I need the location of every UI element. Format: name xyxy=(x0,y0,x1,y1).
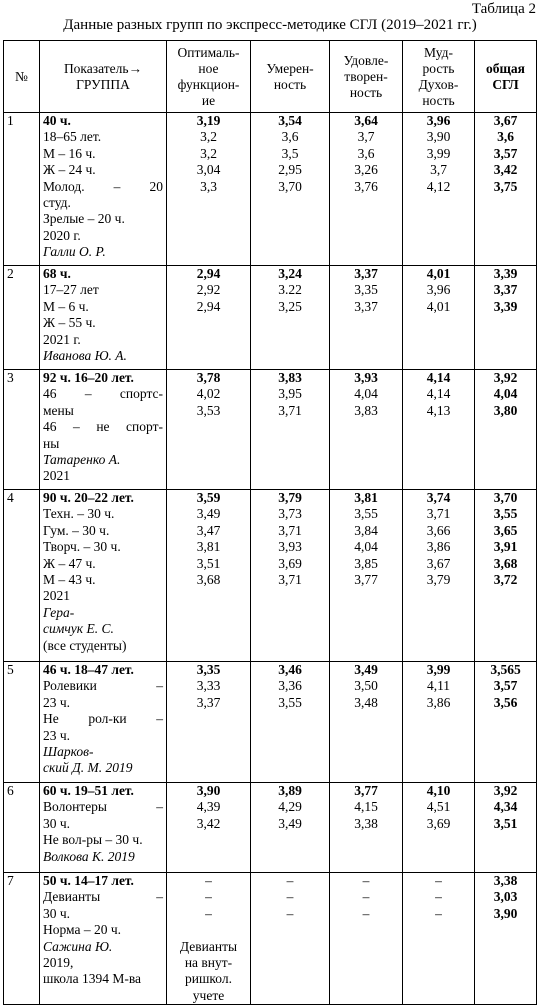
group-line: 2019, xyxy=(43,955,74,971)
value: 3,3 xyxy=(200,178,217,194)
value: 3,53 xyxy=(196,402,221,418)
value: 3,37 xyxy=(354,266,378,281)
group-count: 40 ч. xyxy=(43,113,71,128)
value: 3,69 xyxy=(278,555,302,571)
value: – xyxy=(435,873,442,888)
value: 3,71 xyxy=(278,402,302,418)
value: 3,93 xyxy=(278,539,302,555)
group-count: 68 ч. xyxy=(43,266,71,281)
table-row xyxy=(4,873,537,1005)
header-optimal-line: ие xyxy=(201,92,216,108)
satisfaction-cell xyxy=(330,113,403,266)
value: 3,49 xyxy=(278,815,302,831)
value: 3,92 xyxy=(493,783,518,798)
value: 3,73 xyxy=(278,506,302,522)
optimal-cell xyxy=(167,873,251,1005)
value: 3,70 xyxy=(278,178,302,194)
value: 3,66 xyxy=(426,522,451,538)
group-author: Галли О. Р. xyxy=(43,244,106,260)
value: 3,04 xyxy=(196,162,221,178)
total-cell xyxy=(475,370,537,490)
group-count: 50 ч. 14–17 лет. xyxy=(43,873,134,888)
table-row xyxy=(4,662,537,783)
value: 3,86 xyxy=(426,539,451,555)
value: 3,85 xyxy=(354,555,378,571)
group-line: 46 – не спорт- xyxy=(43,419,163,435)
value: 3,96 xyxy=(426,113,451,128)
value: 3,35 xyxy=(196,662,221,677)
wisdom-cell xyxy=(403,783,475,873)
value: 3,99 xyxy=(426,145,451,161)
value: 3,19 xyxy=(196,113,221,128)
group-line xyxy=(43,266,163,282)
value: 3,6 xyxy=(497,129,514,145)
moderate-cell xyxy=(251,266,330,370)
header-wisdom-line: Духов- xyxy=(418,76,459,92)
group-line: Девианты – xyxy=(43,889,163,905)
deviant-note: ришкол. xyxy=(185,971,232,987)
data-table xyxy=(3,40,537,1005)
value: 4,15 xyxy=(354,799,378,815)
moderate-cell xyxy=(251,113,330,266)
value: 4,51 xyxy=(426,799,451,815)
group-line xyxy=(43,370,163,386)
row-number: 6 xyxy=(4,783,40,873)
value: – xyxy=(286,889,294,905)
value: 3,91 xyxy=(493,539,518,555)
group-line xyxy=(43,873,163,889)
deviant-note: Девианты xyxy=(179,938,238,954)
header-moderate-line: ность xyxy=(273,76,307,92)
value: – xyxy=(286,873,294,888)
value: 3,24 xyxy=(278,266,302,281)
value: 4,13 xyxy=(426,402,451,418)
value: 4,11 xyxy=(426,678,451,694)
value: 3,38 xyxy=(493,873,518,888)
group-line: Зрелые – 20 ч. xyxy=(43,211,125,227)
value: 3,57 xyxy=(493,145,518,161)
value: 3,90 xyxy=(493,905,518,921)
value: 3,90 xyxy=(196,783,221,798)
group-cell xyxy=(40,490,167,662)
value: 3,39 xyxy=(493,266,518,281)
row-number: 1 xyxy=(4,113,40,266)
value: 3,69 xyxy=(426,815,451,831)
value: 3,55 xyxy=(278,694,302,710)
value: 3,68 xyxy=(196,572,221,588)
moderate-cell xyxy=(251,370,330,490)
header-no: № xyxy=(4,41,40,113)
row-number: 2 xyxy=(4,266,40,370)
group-author: Сажина Ю. xyxy=(43,938,113,954)
header-satisfaction-line: Удовле- xyxy=(343,52,389,68)
header-wisdom-line: ность xyxy=(422,92,455,108)
table-row xyxy=(4,783,537,873)
value: 3,71 xyxy=(426,506,451,522)
optimal-cell xyxy=(167,266,251,370)
group-line: 18–65 лет. xyxy=(43,129,102,145)
row-number: 7 xyxy=(4,873,40,1005)
group-line: М – 43 ч. xyxy=(43,572,96,588)
value: 3,38 xyxy=(354,815,378,831)
table-row xyxy=(4,266,537,370)
header-optimal xyxy=(167,41,251,113)
header-row xyxy=(4,41,537,113)
value: – xyxy=(362,905,370,921)
group-line: М – 16 ч. xyxy=(43,145,96,161)
value: 4,14 xyxy=(426,386,451,402)
group-cell xyxy=(40,873,167,1005)
moderate-cell xyxy=(251,783,330,873)
value: 3,92 xyxy=(493,370,518,385)
total-cell xyxy=(475,266,537,370)
value: 3,42 xyxy=(493,162,518,178)
wisdom-cell xyxy=(403,266,475,370)
group-line: Норма – 20 ч. xyxy=(43,922,122,938)
value: 3,47 xyxy=(196,522,221,538)
group-line: студ. xyxy=(43,195,71,211)
group-cell xyxy=(40,662,167,783)
header-satisfaction xyxy=(330,41,403,113)
value: 3,50 xyxy=(354,678,378,694)
wisdom-cell xyxy=(403,873,475,1005)
group-cell xyxy=(40,266,167,370)
header-wisdom xyxy=(403,41,475,113)
group-line: Ж – 24 ч. xyxy=(43,162,96,178)
row-number: 3 xyxy=(4,370,40,490)
wisdom-cell xyxy=(403,113,475,266)
value: 2,94 xyxy=(196,298,221,314)
group-line: 30 ч. xyxy=(43,815,71,831)
row-number: 4 xyxy=(4,490,40,662)
value: 3,67 xyxy=(426,555,451,571)
header-indicator-line: Показатель→ xyxy=(63,60,143,76)
group-line: 2021 xyxy=(43,468,70,484)
group-line: 23 ч. xyxy=(43,694,71,710)
optimal-cell xyxy=(167,370,251,490)
value: 3,76 xyxy=(354,178,378,194)
header-total xyxy=(475,41,537,113)
value: – xyxy=(362,889,370,905)
value: 3,5 xyxy=(281,145,299,161)
group-line: школа 1394 М-ва xyxy=(43,971,142,987)
value: 3,36 xyxy=(278,678,302,694)
table-row xyxy=(4,490,537,662)
value: 3,81 xyxy=(196,539,221,555)
value: 3,49 xyxy=(354,662,378,677)
table-title: Данные разных групп по экспресс-методике СГЛ (2019–2021 гг.) xyxy=(63,17,477,33)
header-indicator-line: ГРУППА xyxy=(76,76,130,92)
value: 4,14 xyxy=(426,370,451,385)
value: 3,25 xyxy=(278,298,302,314)
value: – xyxy=(205,889,212,905)
group-author: симчук Е. С. xyxy=(43,621,114,637)
group-line: 23 ч. xyxy=(43,727,71,743)
group-line: 2020 г. xyxy=(43,227,81,243)
value: 4,04 xyxy=(354,386,378,402)
wisdom-cell xyxy=(403,490,475,662)
group-line: Не вол-ры – 30 ч. xyxy=(43,832,143,848)
value: – xyxy=(435,905,442,921)
group-line: ны xyxy=(43,435,60,451)
value: 3,86 xyxy=(426,694,451,710)
value: – xyxy=(286,905,294,921)
wisdom-cell xyxy=(403,370,475,490)
group-author: Волкова К. 2019 xyxy=(43,848,135,864)
header-wisdom-line: Муд- xyxy=(424,44,453,60)
value: 3,26 xyxy=(354,162,378,178)
value: 3,37 xyxy=(493,282,518,298)
group-line xyxy=(43,113,163,129)
total-cell xyxy=(475,490,537,662)
header-wisdom-line: рость xyxy=(422,60,455,76)
total-cell xyxy=(475,662,537,783)
value: – xyxy=(205,905,212,921)
value: 3,93 xyxy=(354,370,378,385)
satisfaction-cell xyxy=(330,370,403,490)
group-line: 17–27 лет xyxy=(43,282,99,298)
value: 3,96 xyxy=(426,282,451,298)
value: 3,37 xyxy=(354,298,378,314)
table-row xyxy=(4,370,537,490)
value: 3,78 xyxy=(196,370,221,385)
header-indicator xyxy=(40,41,167,113)
group-author: ский Д. М. 2019 xyxy=(43,760,133,776)
group-count: 90 ч. 20–22 лет. xyxy=(43,490,134,505)
value: 3,59 xyxy=(196,490,221,505)
group-line: 2021 г. xyxy=(43,331,81,347)
group-line: мены xyxy=(43,402,74,418)
value: 3,39 xyxy=(493,298,518,314)
value: 2,95 xyxy=(278,162,302,178)
value: 3,89 xyxy=(278,783,302,798)
value: 3,75 xyxy=(493,178,518,194)
group-line: Техн. – 30 ч. xyxy=(43,506,115,522)
value: 3,64 xyxy=(354,113,378,128)
group-line xyxy=(43,783,163,799)
value: 3,03 xyxy=(493,889,518,905)
group-cell xyxy=(40,370,167,490)
group-line: Гум. – 30 ч. xyxy=(43,522,110,538)
value: 3,35 xyxy=(354,282,378,298)
value: 3,49 xyxy=(196,506,221,522)
value: 3,71 xyxy=(278,572,302,588)
header-total-line: общая xyxy=(486,60,525,76)
group-line: 30 ч. xyxy=(43,905,71,921)
value: 3,99 xyxy=(426,662,451,677)
value: 3,7 xyxy=(357,129,375,145)
group-count: 60 ч. 19–51 лет. xyxy=(43,783,134,798)
value: 3,80 xyxy=(493,402,518,418)
value: 4,34 xyxy=(493,799,518,815)
value: 3,81 xyxy=(354,490,378,505)
value: – xyxy=(205,873,212,888)
group-line: Ж – 47 ч. xyxy=(43,555,96,571)
value: 3,79 xyxy=(426,572,451,588)
group-cell xyxy=(40,783,167,873)
deviant-note: учете xyxy=(192,987,225,1003)
header-optimal-line: Оптималь- xyxy=(177,44,240,60)
deviant-note: на внут- xyxy=(184,955,233,971)
header-moderate xyxy=(251,41,330,113)
value: 4,39 xyxy=(196,799,221,815)
total-cell xyxy=(475,873,537,1005)
value: 3,51 xyxy=(196,555,221,571)
optimal-cell xyxy=(167,783,251,873)
moderate-cell xyxy=(251,873,330,1005)
value: 3,77 xyxy=(354,572,378,588)
satisfaction-cell xyxy=(330,783,403,873)
value: 3,90 xyxy=(426,129,451,145)
value: 3,67 xyxy=(493,113,518,128)
header-optimal-line: ное xyxy=(198,60,219,76)
group-author: Татаренко А. xyxy=(43,452,121,468)
group-author: Гера- xyxy=(43,604,75,620)
satisfaction-cell xyxy=(330,662,403,783)
group-cell xyxy=(40,113,167,266)
value: 3,565 xyxy=(490,662,521,677)
value: 3,74 xyxy=(426,490,451,505)
value: 3,83 xyxy=(278,370,302,385)
value: 3,6 xyxy=(281,129,299,145)
value: 4,10 xyxy=(426,783,451,798)
group-line: Ролевики – xyxy=(43,678,163,694)
value: 3,51 xyxy=(493,815,518,831)
satisfaction-cell xyxy=(330,266,403,370)
group-count: 92 ч. 16–20 лет. xyxy=(43,370,134,385)
value: 3,2 xyxy=(200,129,217,145)
value: 2,94 xyxy=(196,266,221,281)
value: 4,04 xyxy=(354,539,378,555)
group-line xyxy=(43,662,163,678)
group-line: 2021 xyxy=(43,588,70,604)
group-line xyxy=(43,490,163,506)
wisdom-cell xyxy=(403,662,475,783)
header-satisfaction-line: ность xyxy=(349,84,383,100)
value: 3,95 xyxy=(278,386,302,402)
satisfaction-cell xyxy=(330,873,403,1005)
value: 4,01 xyxy=(426,298,451,314)
value: 3,33 xyxy=(196,678,221,694)
value: 3,65 xyxy=(493,522,518,538)
group-line: Ж – 55 ч. xyxy=(43,315,96,331)
row-number: 5 xyxy=(4,662,40,783)
optimal-cell xyxy=(167,490,251,662)
value: 3,55 xyxy=(354,506,378,522)
header-satisfaction-line: творен- xyxy=(344,68,388,84)
value: 3,6 xyxy=(357,145,375,161)
group-author: Шарков- xyxy=(43,744,94,760)
optimal-cell xyxy=(167,113,251,266)
value: 3,46 xyxy=(278,662,302,677)
header-moderate-line: Умерен- xyxy=(266,60,314,76)
total-cell xyxy=(475,783,537,873)
moderate-cell xyxy=(251,490,330,662)
value: 3,79 xyxy=(278,490,302,505)
table-row xyxy=(4,113,537,266)
value: 3,37 xyxy=(196,694,221,710)
group-author: Иванова Ю. А. xyxy=(43,348,127,364)
value: 3,2 xyxy=(200,145,217,161)
value: 3,56 xyxy=(493,694,518,710)
value: 3,72 xyxy=(493,572,518,588)
moderate-cell xyxy=(251,662,330,783)
value: 3,84 xyxy=(354,522,378,538)
value: 3,70 xyxy=(493,490,518,505)
value: 3,7 xyxy=(430,162,447,178)
value: 4,12 xyxy=(426,178,451,194)
table-number: Таблица 2 xyxy=(471,1,536,17)
value: 2,92 xyxy=(196,282,221,298)
value: 3,55 xyxy=(493,506,518,522)
header-optimal-line: функцион- xyxy=(177,76,240,92)
group-line: Волонтеры – xyxy=(43,799,163,815)
value: 3,68 xyxy=(493,555,518,571)
optimal-cell xyxy=(167,662,251,783)
value xyxy=(170,922,247,938)
group-line: 46 – спортс- xyxy=(43,386,163,402)
value: 4,01 xyxy=(426,266,451,281)
group-line: Молод. – 20 xyxy=(43,178,163,194)
group-line: Не рол-ки – xyxy=(43,711,163,727)
group-count: 46 ч. 18–47 лет. xyxy=(43,662,134,677)
group-line: М – 6 ч. xyxy=(43,298,89,314)
value: 3.22 xyxy=(278,282,302,298)
value: – xyxy=(435,889,442,905)
value: 4,02 xyxy=(196,386,221,402)
value: 3,42 xyxy=(196,815,221,831)
value: 3,48 xyxy=(354,694,378,710)
value: 4,04 xyxy=(493,386,518,402)
header-total-line: СГЛ xyxy=(492,76,519,92)
value: 3,54 xyxy=(278,113,302,128)
value: 3,57 xyxy=(493,678,518,694)
value: 3,83 xyxy=(354,402,378,418)
value: 3,77 xyxy=(354,783,378,798)
total-cell xyxy=(475,113,537,266)
group-line: Творч. – 30 ч. xyxy=(43,539,121,555)
value: – xyxy=(362,873,370,888)
value: 4,29 xyxy=(278,799,302,815)
group-line: (все студенты) xyxy=(43,637,127,653)
value: 3,71 xyxy=(278,522,302,538)
satisfaction-cell xyxy=(330,490,403,662)
